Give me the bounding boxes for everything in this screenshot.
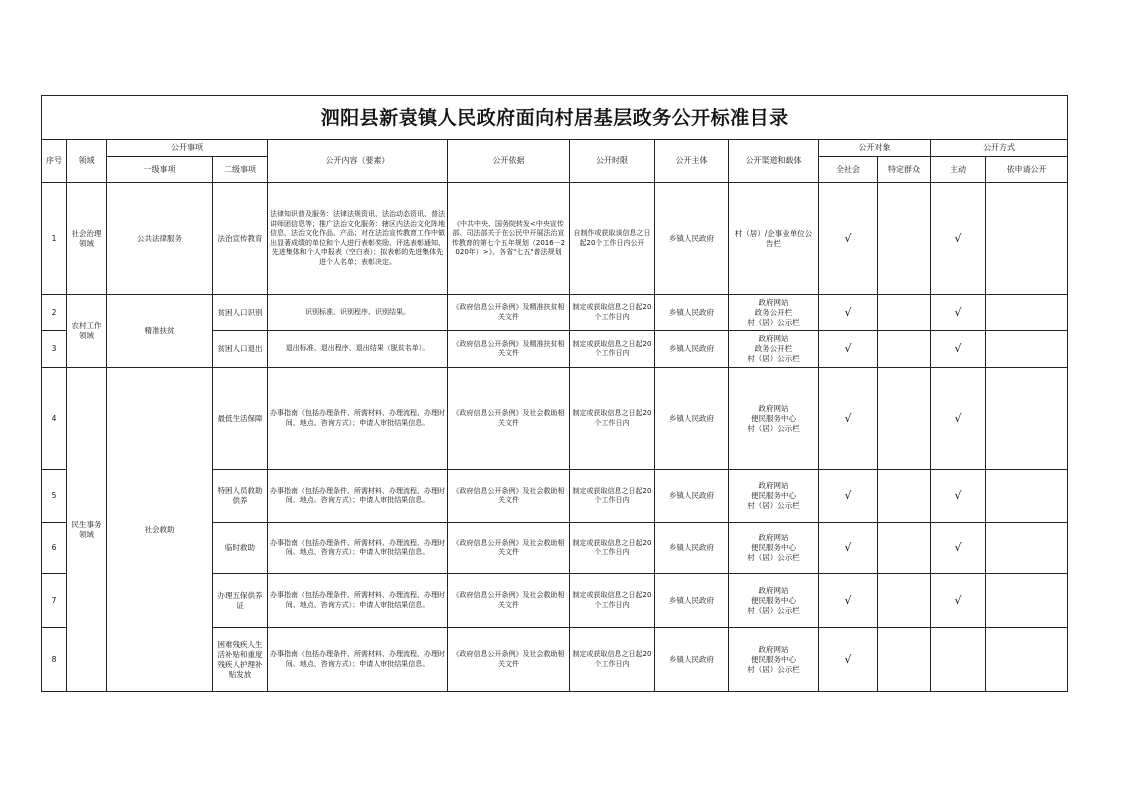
basis-cell: 《政府信息公开条例》及社会救助相关文件 bbox=[448, 574, 570, 628]
on-request-cell bbox=[986, 523, 1068, 574]
header-matters: 公开事项 bbox=[107, 140, 268, 157]
header-time: 公开时限 bbox=[570, 140, 655, 183]
level2-cell: 特困人员救助供养 bbox=[213, 470, 268, 523]
seq-cell: 1 bbox=[42, 183, 67, 295]
specific-group-cell bbox=[878, 368, 931, 470]
header-seq: 序号 bbox=[42, 140, 67, 183]
subject-cell: 乡镇人民政府 bbox=[655, 523, 729, 574]
content-cell: 办事指南（包括办理条件、所需材料、办理流程、办理时间、地点、咨询方式）；申请人审批结果信息。 bbox=[268, 574, 448, 628]
check-active: √ bbox=[931, 470, 986, 523]
channel-cell: 政府网站 政务公开栏 村（居）公示栏 bbox=[729, 295, 819, 331]
content-cell: 办事指南（包括办理条件、所需材料、办理流程、办理时间、地点、咨询方式）；申请人审批结果信息。 bbox=[268, 628, 448, 692]
subject-cell: 乡镇人民政府 bbox=[655, 331, 729, 368]
specific-group-cell bbox=[878, 574, 931, 628]
header-level2: 二级事项 bbox=[213, 157, 268, 183]
on-request-cell bbox=[986, 368, 1068, 470]
catalog-table bbox=[41, 95, 1068, 692]
specific-group-cell bbox=[878, 628, 931, 692]
time-cell: 制定或获取信息之日起20个工作日内 bbox=[570, 368, 655, 470]
header-all-society: 全社会 bbox=[819, 157, 878, 183]
check-all-society: √ bbox=[819, 368, 878, 470]
specific-group-cell bbox=[878, 183, 931, 295]
time-cell: 制定或获取信息之日起20个工作日内 bbox=[570, 523, 655, 574]
seq-cell: 6 bbox=[42, 523, 67, 574]
table-row bbox=[42, 183, 1068, 295]
basis-cell: 《政府信息公开条例》及社会救助相关文件 bbox=[448, 628, 570, 692]
check-all-society: √ bbox=[819, 183, 878, 295]
check-active: √ bbox=[931, 523, 986, 574]
seq-cell: 3 bbox=[42, 331, 67, 368]
subject-cell: 乡镇人民政府 bbox=[655, 183, 729, 295]
header-content: 公开内容（要素） bbox=[268, 140, 448, 183]
content-cell: 识别标准、识别程序、识别结果。 bbox=[268, 295, 448, 331]
subject-cell: 乡镇人民政府 bbox=[655, 574, 729, 628]
check-all-society: √ bbox=[819, 523, 878, 574]
check-active: √ bbox=[931, 331, 986, 368]
channel-cell: 政府网站 便民服务中心 村（居）公示栏 bbox=[729, 574, 819, 628]
channel-cell: 政府网站 便民服务中心 村（居）公示栏 bbox=[729, 523, 819, 574]
table-row bbox=[42, 295, 1068, 331]
check-active: √ bbox=[931, 574, 986, 628]
header-channel: 公开渠道和载体 bbox=[729, 140, 819, 183]
channel-cell: 政府网站 便民服务中心 村（居）公示栏 bbox=[729, 628, 819, 692]
time-cell: 制定或获取信息之日起20个工作日内 bbox=[570, 628, 655, 692]
domain-cell: 社会治理领域 bbox=[67, 183, 107, 295]
check-all-society: √ bbox=[819, 295, 878, 331]
active-cell bbox=[931, 628, 986, 692]
header-method: 公开方式 bbox=[931, 140, 1068, 157]
header-level1: 一级事项 bbox=[107, 157, 213, 183]
basis-cell: 《政府信息公开条例》及精准扶贫相关文件 bbox=[448, 295, 570, 331]
basis-cell: 《政府信息公开条例》及社会救助相关文件 bbox=[448, 368, 570, 470]
specific-group-cell bbox=[878, 295, 931, 331]
time-cell: 制定或获取信息之日起20个工作日内 bbox=[570, 574, 655, 628]
seq-cell: 2 bbox=[42, 295, 67, 331]
channel-cell: 政府网站 便民服务中心 村（居）公示栏 bbox=[729, 368, 819, 470]
subject-cell: 乡镇人民政府 bbox=[655, 295, 729, 331]
seq-cell: 7 bbox=[42, 574, 67, 628]
basis-cell: 《政府信息公开条例》及精准扶贫相关文件 bbox=[448, 331, 570, 368]
basis-cell: 《政府信息公开条例》及社会救助相关文件 bbox=[448, 523, 570, 574]
level2-cell: 困难残疾人生活补贴和重度残疾人护理补贴发放 bbox=[213, 628, 268, 692]
header-basis: 公开依据 bbox=[448, 140, 570, 183]
check-all-society: √ bbox=[819, 470, 878, 523]
on-request-cell bbox=[986, 331, 1068, 368]
specific-group-cell bbox=[878, 523, 931, 574]
specific-group-cell bbox=[878, 470, 931, 523]
time-cell: 自制作或获取该信息之日起20个工作日内公开 bbox=[570, 183, 655, 295]
subject-cell: 乡镇人民政府 bbox=[655, 628, 729, 692]
level1-cell: 精准扶贫 bbox=[107, 295, 213, 368]
level1-cell: 社会救助 bbox=[107, 368, 213, 692]
header-subject: 公开主体 bbox=[655, 140, 729, 183]
on-request-cell bbox=[986, 574, 1068, 628]
seq-cell: 5 bbox=[42, 470, 67, 523]
check-all-society: √ bbox=[819, 331, 878, 368]
header-domain: 领域 bbox=[67, 140, 107, 183]
channel-cell: 政府网站 政务公开栏 村（居）公示栏 bbox=[729, 331, 819, 368]
seq-cell: 4 bbox=[42, 368, 67, 470]
subject-cell: 乡镇人民政府 bbox=[655, 368, 729, 470]
domain-cell: 农村工作领域 bbox=[67, 295, 107, 368]
on-request-cell bbox=[986, 628, 1068, 692]
page-title: 泗阳县新袁镇人民政府面向村居基层政务公开标准目录 bbox=[42, 96, 1068, 140]
check-all-society: √ bbox=[819, 574, 878, 628]
header-active: 主动 bbox=[931, 157, 986, 183]
header-on-request: 依申请公开 bbox=[986, 157, 1068, 183]
content-cell: 法律知识普及服务：法律法规资讯、法治动态资讯、普法讲师团信息等；推广法治文化服务：辖区内法治文化阵地信息，法治文化作品、产品；对在法治宣传教育工作中做出显著成绩的单位和个人进行表彰奖励，评选表彰通知、先进集体和个人申报表（空白表）；拟表彰的先进集体先进个人名单；表彰决定。 bbox=[268, 183, 448, 295]
basis-cell: 《政府信息公开条例》及社会救助相关文件 bbox=[448, 470, 570, 523]
level1-cell: 公共法律服务 bbox=[107, 183, 213, 295]
time-cell: 制定或获取信息之日起20个工作日内 bbox=[570, 470, 655, 523]
channel-cell: 政府网站 便民服务中心 村（居）公示栏 bbox=[729, 470, 819, 523]
time-cell: 制定或获取信息之日起20个工作日内 bbox=[570, 331, 655, 368]
check-active: √ bbox=[931, 183, 986, 295]
level2-cell: 贫困人口识别 bbox=[213, 295, 268, 331]
catalog-sheet bbox=[41, 95, 1067, 692]
check-active: √ bbox=[931, 368, 986, 470]
level2-cell: 贫困人口退出 bbox=[213, 331, 268, 368]
level2-cell: 临时救助 bbox=[213, 523, 268, 574]
check-all-society: √ bbox=[819, 628, 878, 692]
on-request-cell bbox=[986, 183, 1068, 295]
table-row bbox=[42, 368, 1068, 470]
header-specific-group: 特定群众 bbox=[878, 157, 931, 183]
subject-cell: 乡镇人民政府 bbox=[655, 470, 729, 523]
header-target: 公开对象 bbox=[819, 140, 931, 157]
basis-cell: 《中共中央、国务院转发<中央宣传部、司法部关于在公民中开展法治宣传教育的第七个五年规划（2016－2020年）>》、各省"七五"普法规划 bbox=[448, 183, 570, 295]
on-request-cell bbox=[986, 295, 1068, 331]
domain-cell: 民生事务领域 bbox=[67, 368, 107, 692]
on-request-cell bbox=[986, 470, 1068, 523]
time-cell: 制定或获取信息之日起20个工作日内 bbox=[570, 295, 655, 331]
level2-cell: 法治宣传教育 bbox=[213, 183, 268, 295]
content-cell: 退出标准、退出程序、退出结果（脱贫名单）。 bbox=[268, 331, 448, 368]
level2-cell: 最低生活保障 bbox=[213, 368, 268, 470]
content-cell: 办事指南（包括办理条件、所需材料、办理流程、办理时间、地点、咨询方式）；申请人审批结果信息。 bbox=[268, 368, 448, 470]
level2-cell: 办理五保供养证 bbox=[213, 574, 268, 628]
channel-cell: 村（居）/企事业单位公告栏 bbox=[729, 183, 819, 295]
content-cell: 办事指南（包括办理条件、所需材料、办理流程、办理时间、地点、咨询方式）；申请人审批结果信息。 bbox=[268, 523, 448, 574]
seq-cell: 8 bbox=[42, 628, 67, 692]
content-cell: 办事指南（包括办理条件、所需材料、办理流程、办理时间、地点、咨询方式）；申请人审批结果信息。 bbox=[268, 470, 448, 523]
specific-group-cell bbox=[878, 331, 931, 368]
check-active: √ bbox=[931, 295, 986, 331]
